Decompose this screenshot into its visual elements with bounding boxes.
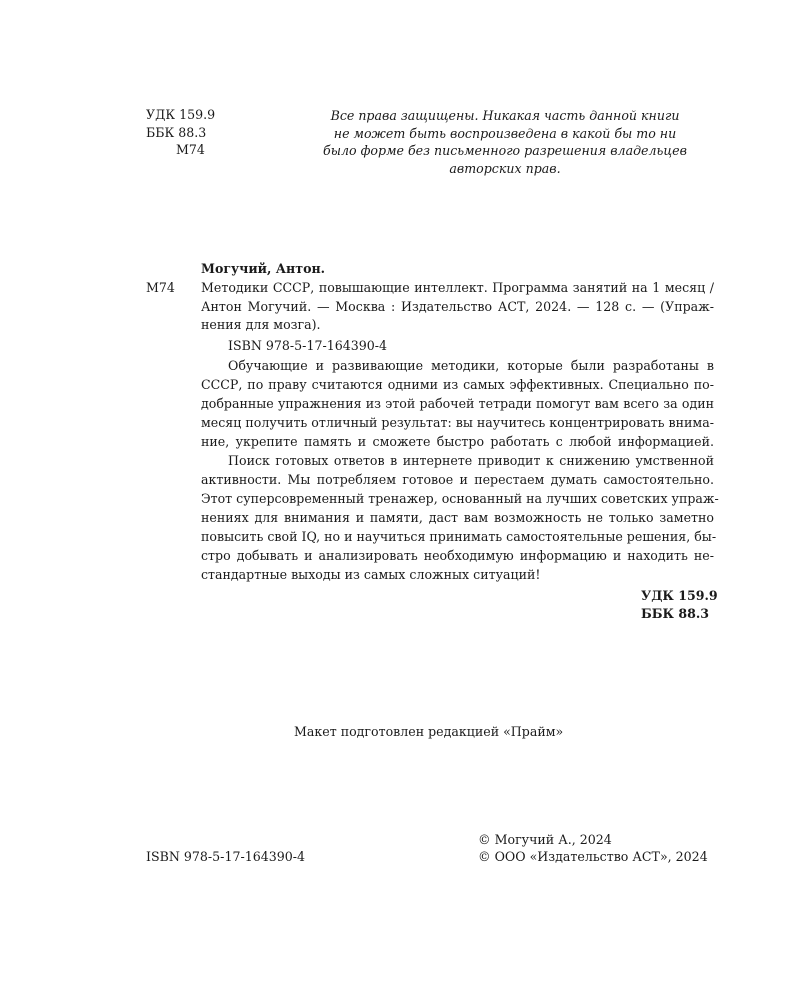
abstract-line: Обучающие и развивающие методики, которые были разработаны в bbox=[228, 358, 714, 373]
rights-line: было форме без письменного разрешения владельцев bbox=[323, 143, 687, 158]
record-code: М74 bbox=[146, 280, 175, 295]
rights-line: авторских прав. bbox=[449, 160, 561, 176]
abstract-line: активности. Мы потребляем готовое и перестаем думать самостоятельно. bbox=[201, 472, 714, 487]
abstract-line: Поиск готовых ответов в интернете приводит к снижению умственной bbox=[228, 453, 714, 468]
rights-line: Все права защищены. Никакая часть данной книги bbox=[330, 108, 680, 123]
author-code-top: М74 bbox=[176, 142, 205, 157]
title-line: нения для мозга). bbox=[201, 317, 321, 332]
isbn-record: ISBN 978-5-17-164390-4 bbox=[228, 338, 388, 353]
abstract-line: повысить свой IQ, но и научиться принимать самостоятельные решения, бы- bbox=[201, 529, 717, 544]
isbn-footer: ISBN 978-5-17-164390-4 bbox=[146, 849, 306, 864]
bbk-bottom: ББК 88.3 bbox=[641, 606, 710, 621]
abstract-line: Этот суперсовременный тренажер, основанный на лучших советских упраж- bbox=[201, 491, 719, 506]
abstract-line: стро добывать и анализировать необходимую информацию и находить не- bbox=[201, 548, 714, 563]
copyright-publisher: © ООО «Издательство АСТ», 2024 bbox=[478, 849, 708, 864]
abstract-line: нениях для внимания и памяти, даст вам возможность не только заметно bbox=[201, 510, 714, 525]
copyright-author: © Могучий А., 2024 bbox=[478, 832, 612, 847]
title-line: Антон Могучий. — Москва : Издательство АСТ, 2024. — 128 с. — (Упраж- bbox=[201, 299, 714, 314]
title-line: Методики СССР, повышающие интеллект. Программа занятий на 1 месяц / bbox=[201, 280, 714, 295]
rights-notice bbox=[305, 107, 705, 177]
abstract-line: ние, укрепите память и сможете быстро работать с любой информацией. bbox=[201, 434, 714, 449]
abstract-line: месяц получить отличный результат: вы научитесь концентрировать внима- bbox=[201, 415, 714, 430]
abstract-line: СССР, по праву считаются одними из самых эффективных. Специально по- bbox=[201, 377, 714, 392]
abstract-line: стандартные выходы из самых сложных ситуаций! bbox=[201, 567, 541, 582]
layout-credit: Макет подготовлен редакцией «Прайм» bbox=[294, 724, 564, 739]
abstract-line: добранные упражнения из этой рабочей тетради помогут вам всего за один bbox=[201, 396, 714, 411]
author-heading: Могучий, Антон. bbox=[201, 261, 326, 276]
rights-line: не может быть воспроизведена в какой бы то ни bbox=[333, 125, 677, 141]
bbk-top: ББК 88.3 bbox=[146, 125, 207, 140]
udk-bottom: УДК 159.9 bbox=[641, 588, 718, 603]
udk-top: УДК 159.9 bbox=[146, 107, 216, 122]
